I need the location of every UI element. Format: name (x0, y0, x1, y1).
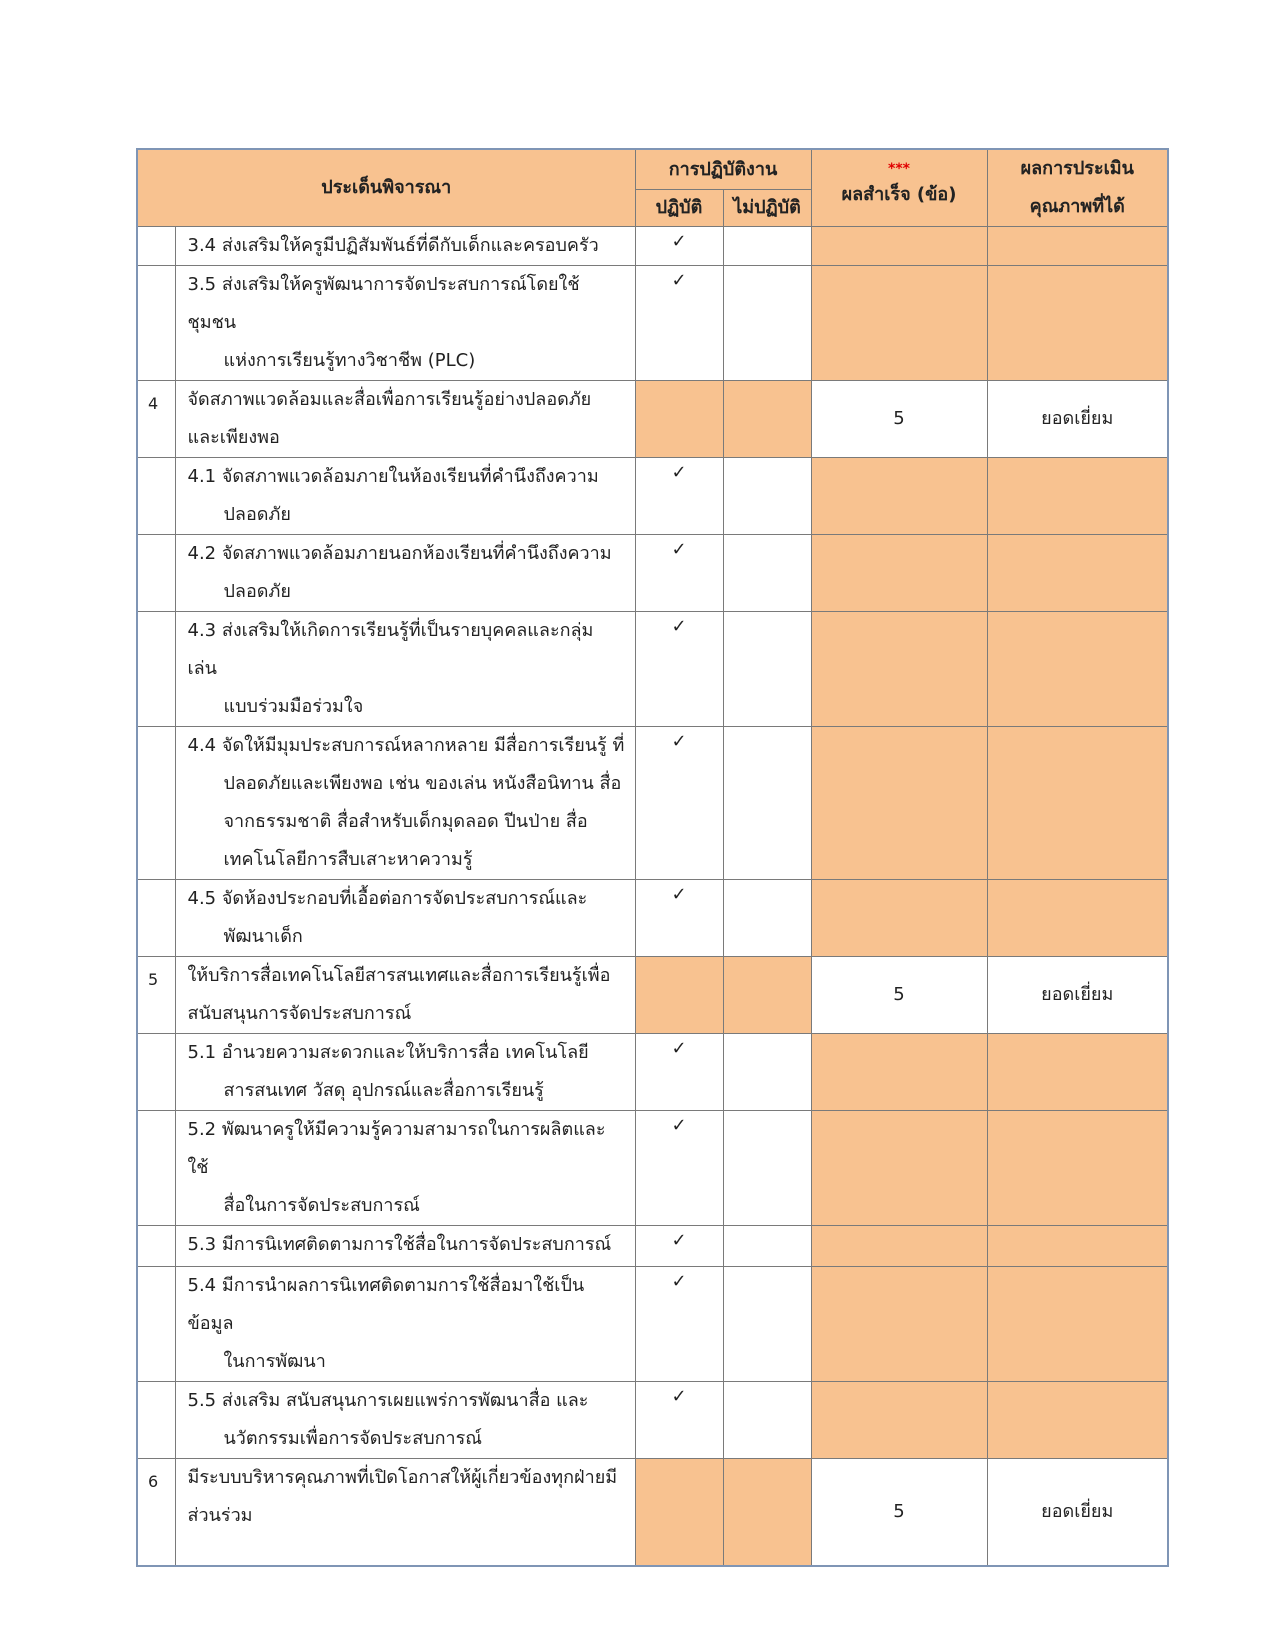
success-cell (811, 1267, 987, 1382)
header-quality-line2: คุณภาพที่ได้ (1029, 196, 1125, 217)
done-cell (635, 266, 723, 381)
sub-row (137, 1111, 1168, 1226)
row-number: 4 (137, 381, 175, 458)
quality-cell (987, 612, 1168, 727)
sub-row (137, 612, 1168, 727)
success-cell (811, 227, 987, 266)
done-cell (635, 458, 723, 535)
success-cell (811, 266, 987, 381)
done-cell (635, 1267, 723, 1382)
sub-row (137, 535, 1168, 612)
row-text-line: 4.2 จัดสภาพแวดล้อมภายนอกห้องเรียนที่คำนึงถึงความ (187, 543, 612, 564)
row-number (137, 1226, 175, 1267)
header-done: ปฏิบัติ (635, 190, 723, 227)
success-cell (811, 880, 987, 957)
not-done-cell (723, 1267, 811, 1382)
row-text-line: สารสนเทศ วัสดุ อุปกรณ์และสื่อการเรียนรู้ (223, 1080, 544, 1101)
row-text (175, 880, 635, 957)
quality-cell (987, 535, 1168, 612)
quality-cell (987, 880, 1168, 957)
checkmark-icon: ✓ (671, 539, 687, 560)
done-cell (635, 612, 723, 727)
checkmark-icon: ✓ (671, 731, 687, 752)
done-cell (635, 1459, 723, 1566)
row-text-line: พัฒนาเด็ก (223, 926, 303, 947)
row-number: 5 (137, 957, 175, 1034)
evaluation-table (136, 148, 1169, 1567)
done-cell (635, 880, 723, 957)
header-quality-line1: ผลการประเมิน (1020, 158, 1134, 179)
success-cell (811, 1226, 987, 1267)
done-cell (635, 1382, 723, 1459)
done-cell (635, 727, 723, 880)
quality-cell (987, 727, 1168, 880)
row-number (137, 612, 175, 727)
not-done-cell (723, 1226, 811, 1267)
not-done-cell (723, 535, 811, 612)
checkmark-icon: ✓ (671, 1038, 687, 1059)
quality-cell (987, 1226, 1168, 1267)
row-text-line: ส่วนร่วม (187, 1505, 253, 1526)
quality-cell: ยอดเยี่ยม (987, 381, 1168, 458)
not-done-cell (723, 1459, 811, 1566)
main-row (137, 957, 1168, 1034)
row-text (175, 612, 635, 727)
row-text-line: มีระบบบริหารคุณภาพที่เปิดโอกาสให้ผู้เกี่ยวข้องทุกฝ่ายมี (187, 1467, 618, 1488)
main-row (137, 1459, 1168, 1566)
row-text (175, 957, 635, 1034)
header-not-done: ไม่ปฏิบัติ (723, 190, 811, 227)
checkmark-icon: ✓ (671, 1386, 687, 1407)
quality-cell (987, 227, 1168, 266)
row-text (175, 266, 635, 381)
not-done-cell (723, 880, 811, 957)
sub-row (137, 458, 1168, 535)
not-done-cell (723, 458, 811, 535)
not-done-cell (723, 1382, 811, 1459)
row-number (137, 535, 175, 612)
sub-row (137, 1267, 1168, 1382)
header-success-label: ผลสำเร็จ (ข้อ) (841, 184, 957, 205)
not-done-cell (723, 1034, 811, 1111)
success-cell: 5 (811, 1459, 987, 1566)
checkmark-icon: ✓ (671, 231, 687, 252)
success-cell (811, 1111, 987, 1226)
quality-cell (987, 1111, 1168, 1226)
row-text (175, 1382, 635, 1459)
row-text (175, 1226, 635, 1267)
row-number: 6 (137, 1459, 175, 1566)
row-text-line: ปลอดภัย (223, 504, 291, 525)
done-cell (635, 1111, 723, 1226)
quality-cell (987, 1267, 1168, 1382)
success-cell (811, 612, 987, 727)
row-text (175, 381, 635, 458)
quality-cell: ยอดเยี่ยม (987, 957, 1168, 1034)
row-text-line: และเพียงพอ (187, 427, 280, 448)
success-cell (811, 535, 987, 612)
row-text-line: ในการพัฒนา (223, 1351, 326, 1372)
row-text (175, 227, 635, 266)
not-done-cell (723, 727, 811, 880)
row-number (137, 227, 175, 266)
row-text-line: 3.5 ส่งเสริมให้ครูพัฒนาการจัดประสบการณ์โดยใช้ชุมชน (187, 274, 580, 333)
row-number (137, 266, 175, 381)
row-number (137, 727, 175, 880)
success-cell: 5 (811, 381, 987, 458)
not-done-cell (723, 957, 811, 1034)
header-stars: *** (888, 161, 910, 177)
row-text-line: ปลอดภัยและเพียงพอ เช่น ของเล่น หนังสือนิทาน สื่อ (223, 773, 622, 794)
row-text-line: จัดสภาพแวดล้อมและสื่อเพื่อการเรียนรู้อย่างปลอดภัย (187, 389, 592, 410)
success-cell (811, 1382, 987, 1459)
done-cell (635, 535, 723, 612)
success-cell (811, 727, 987, 880)
not-done-cell (723, 227, 811, 266)
quality-cell (987, 1034, 1168, 1111)
header-topic: ประเด็นพิจารณา (137, 149, 635, 227)
row-number (137, 1111, 175, 1226)
header-success (811, 149, 987, 227)
row-text (175, 727, 635, 880)
header-quality (987, 149, 1168, 227)
sub-row (137, 1226, 1168, 1267)
row-text-line: สื่อในการจัดประสบการณ์ (223, 1195, 420, 1216)
header-practice: การปฏิบัติงาน (635, 149, 811, 190)
row-number (137, 458, 175, 535)
done-cell (635, 957, 723, 1034)
sub-row (137, 727, 1168, 880)
done-cell (635, 1034, 723, 1111)
sub-row (137, 227, 1168, 266)
row-text-line: 5.3 มีการนิเทศติดตามการใช้สื่อในการจัดประสบการณ์ (187, 1234, 612, 1255)
success-cell (811, 1034, 987, 1111)
quality-cell (987, 1382, 1168, 1459)
main-row (137, 381, 1168, 458)
checkmark-icon: ✓ (671, 884, 687, 905)
checkmark-icon: ✓ (671, 1115, 687, 1136)
done-cell (635, 381, 723, 458)
row-text-line: 5.4 มีการนำผลการนิเทศติดตามการใช้สื่อมาใช้เป็นข้อมูล (187, 1275, 585, 1334)
row-text-line: ให้บริการสื่อเทคโนโลยีสารสนเทศและสื่อการเรียนรู้เพื่อ (187, 965, 611, 986)
row-text (175, 535, 635, 612)
row-text (175, 1459, 635, 1566)
sub-row (137, 880, 1168, 957)
row-text-line: 5.2 พัฒนาครูให้มีความรู้ความสามารถในการผลิตและใช้ (187, 1119, 606, 1178)
row-text-line: 4.4 จัดให้มีมุมประสบการณ์หลากหลาย มีสื่อการเรียนรู้ ที่ (187, 735, 625, 756)
row-text-line: แบบร่วมมือร่วมใจ (223, 696, 364, 717)
row-text-line: 5.5 ส่งเสริม สนับสนุนการเผยแพร่การพัฒนาสื่อ และ (187, 1390, 589, 1411)
done-cell (635, 1226, 723, 1267)
row-text (175, 1034, 635, 1111)
checkmark-icon: ✓ (671, 1271, 687, 1292)
quality-cell: ยอดเยี่ยม (987, 1459, 1168, 1566)
done-cell (635, 227, 723, 266)
row-text-line: 3.4 ส่งเสริมให้ครูมีปฏิสัมพันธ์ที่ดีกับเด็กและครอบครัว (187, 235, 599, 256)
checkmark-icon: ✓ (671, 462, 687, 483)
row-text-line: 4.1 จัดสภาพแวดล้อมภายในห้องเรียนที่คำนึงถึงความ (187, 466, 599, 487)
quality-cell (987, 458, 1168, 535)
success-cell: 5 (811, 957, 987, 1034)
row-number (137, 1267, 175, 1382)
sub-row (137, 266, 1168, 381)
row-text-line: นวัตกรรมเพื่อการจัดประสบการณ์ (223, 1428, 482, 1449)
sub-row (137, 1034, 1168, 1111)
not-done-cell (723, 266, 811, 381)
row-text-line: ปลอดภัย (223, 581, 291, 602)
row-text-line: สนับสนุนการจัดประสบการณ์ (187, 1003, 412, 1024)
row-number (137, 880, 175, 957)
not-done-cell (723, 381, 811, 458)
evaluation-table-body (137, 227, 1168, 1566)
success-cell (811, 458, 987, 535)
checkmark-icon: ✓ (671, 616, 687, 637)
row-text-line: เทคโนโลยีการสืบเสาะหาความรู้ (223, 849, 473, 870)
checkmark-icon: ✓ (671, 270, 687, 291)
row-text (175, 1111, 635, 1226)
row-number (137, 1382, 175, 1459)
not-done-cell (723, 612, 811, 727)
not-done-cell (723, 1111, 811, 1226)
row-number (137, 1034, 175, 1111)
row-text-line: 4.3 ส่งเสริมให้เกิดการเรียนรู้ที่เป็นรายบุคคลและกลุ่ม เล่น (187, 620, 594, 679)
row-text (175, 1267, 635, 1382)
checkmark-icon: ✓ (671, 1230, 687, 1251)
row-text-line: 5.1 อำนวยความสะดวกและให้บริการสื่อ เทคโนโลยี (187, 1042, 589, 1063)
row-text-line: จากธรรมชาติ สื่อสำหรับเด็กมุดลอด ปีนป่าย สื่อ (223, 811, 588, 832)
sub-row (137, 1382, 1168, 1459)
quality-cell (987, 266, 1168, 381)
row-text (175, 458, 635, 535)
row-text-line: แห่งการเรียนรู้ทางวิชาชีพ (PLC) (223, 350, 476, 371)
row-text-line: 4.5 จัดห้องประกอบที่เอื้อต่อการจัดประสบการณ์และ (187, 888, 588, 909)
